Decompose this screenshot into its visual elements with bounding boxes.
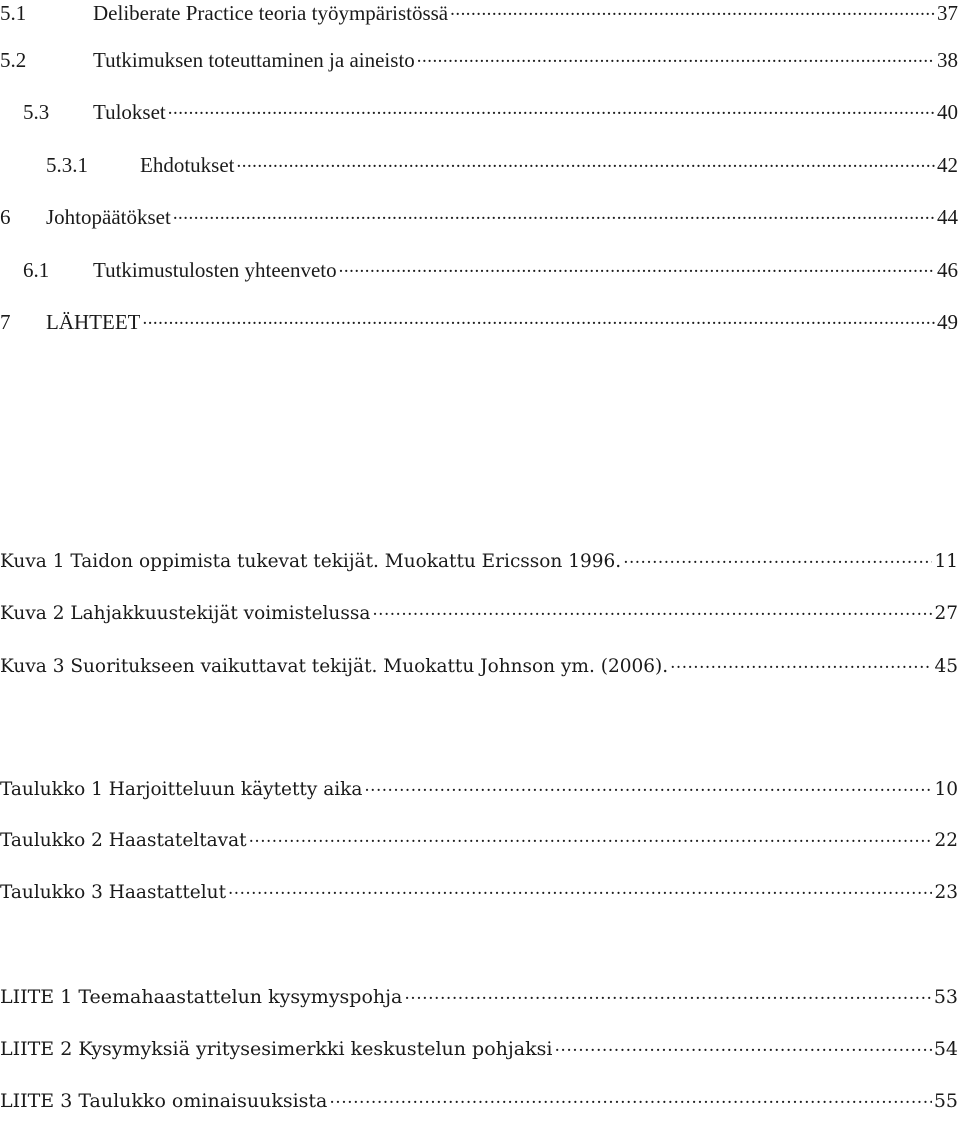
figure-entry-page: 11: [934, 550, 958, 572]
table-entry-label: Taulukko 3 Haastattelut: [0, 881, 227, 903]
figure-entry-1[interactable]: [0, 548, 958, 582]
dot-leader: [249, 827, 933, 846]
toc-entry-5-2[interactable]: [0, 46, 958, 80]
dot-leader: [670, 653, 932, 672]
toc-entry-number: 6: [0, 205, 11, 229]
toc-entry-6-1[interactable]: [0, 256, 958, 290]
appendix-entry-2[interactable]: [0, 1036, 958, 1070]
toc-entry-page: 49: [937, 310, 958, 334]
table-entry-label: Taulukko 1 Harjoitteluun käytetty aika: [0, 778, 363, 800]
table-entry-page: 10: [934, 778, 958, 800]
toc-entry-title: Johtopäätökset: [46, 205, 171, 229]
table-entry-3[interactable]: [0, 879, 958, 913]
toc-entry-page: 37: [937, 1, 958, 25]
toc-entry-page: 42: [937, 153, 958, 177]
figure-entry-page: 45: [934, 655, 958, 677]
figure-entry-2[interactable]: [0, 600, 958, 634]
figure-entry-page: 27: [934, 602, 958, 624]
dot-leader: [364, 776, 932, 795]
toc-entry-title: Tulokset: [93, 100, 166, 124]
toc-entry-page: 46: [937, 258, 958, 282]
appendix-entry-1[interactable]: [0, 984, 958, 1018]
toc-entry-number: 5.3: [23, 100, 50, 124]
toc-entry-title: Ehdotukset: [140, 153, 235, 177]
appendix-entry-3[interactable]: [0, 1088, 958, 1122]
table-entry-page: 23: [934, 881, 958, 903]
appendix-entry-label: LIITE 3 Taulukko ominaisuuksista: [0, 1090, 328, 1112]
table-entry-1[interactable]: [0, 776, 958, 810]
dot-leader: [339, 256, 935, 277]
dot-leader: [168, 98, 935, 119]
dot-leader: [554, 1036, 931, 1055]
toc-entry-number: 7: [0, 310, 11, 334]
dot-leader: [372, 600, 932, 619]
toc-entry-5-3[interactable]: [0, 98, 958, 132]
toc-entry-page: 44: [937, 205, 958, 229]
dot-leader: [237, 151, 936, 172]
toc-entry-number: 5.2: [0, 48, 27, 72]
figure-entry-label: Kuva 1 Taidon oppimista tukevat tekijät. Muokattu Ericsson 1996.: [0, 550, 622, 572]
appendix-entry-page: 55: [933, 1090, 958, 1112]
appendix-entry-page: 54: [933, 1038, 958, 1060]
dot-leader: [228, 879, 932, 898]
toc-entry-5-3-1[interactable]: [0, 151, 958, 185]
toc-entry-number: 6.1: [23, 258, 50, 282]
toc-entry-page: 38: [937, 48, 958, 72]
figure-entry-label: Kuva 3 Suoritukseen vaikuttavat tekijät. Muokattu Johnson ym. (2006).: [0, 655, 669, 677]
toc-entry-6[interactable]: [0, 203, 958, 237]
dot-leader: [623, 548, 932, 567]
dot-leader: [329, 1088, 931, 1107]
dot-leader: [404, 984, 931, 1003]
toc-entry-title: Deliberate Practice teoria työympäristössä: [93, 1, 449, 25]
figure-entry-3[interactable]: [0, 653, 958, 687]
table-entry-2[interactable]: [0, 827, 958, 861]
dot-leader: [173, 203, 935, 224]
appendix-entry-page: 53: [933, 986, 958, 1008]
toc-entry-number: 5.1: [0, 1, 27, 25]
toc-entry-title: Tutkimuksen toteuttaminen ja aineisto: [93, 48, 415, 72]
table-entry-label: Taulukko 2 Haastateltavat: [0, 829, 247, 851]
appendix-entry-label: LIITE 2 Kysymyksiä yritysesimerkki keskustelun pohjaksi: [0, 1038, 553, 1060]
toc-entry-number: 5.3.1: [46, 153, 88, 177]
toc-entry-7[interactable]: [0, 308, 958, 342]
toc-entry-page: 40: [937, 100, 958, 124]
dot-leader: [450, 0, 935, 20]
table-entry-page: 22: [934, 829, 958, 851]
toc-entry-5-1[interactable]: [0, 0, 958, 33]
dot-leader: [142, 308, 935, 329]
toc-entry-title: LÄHTEET: [46, 310, 141, 334]
appendix-entry-label: LIITE 1 Teemahaastattelun kysymyspohja: [0, 986, 403, 1008]
toc-entry-title: Tutkimustulosten yhteenveto: [93, 258, 337, 282]
dot-leader: [417, 46, 935, 67]
figure-entry-label: Kuva 2 Lahjakkuustekijät voimistelussa: [0, 602, 371, 624]
